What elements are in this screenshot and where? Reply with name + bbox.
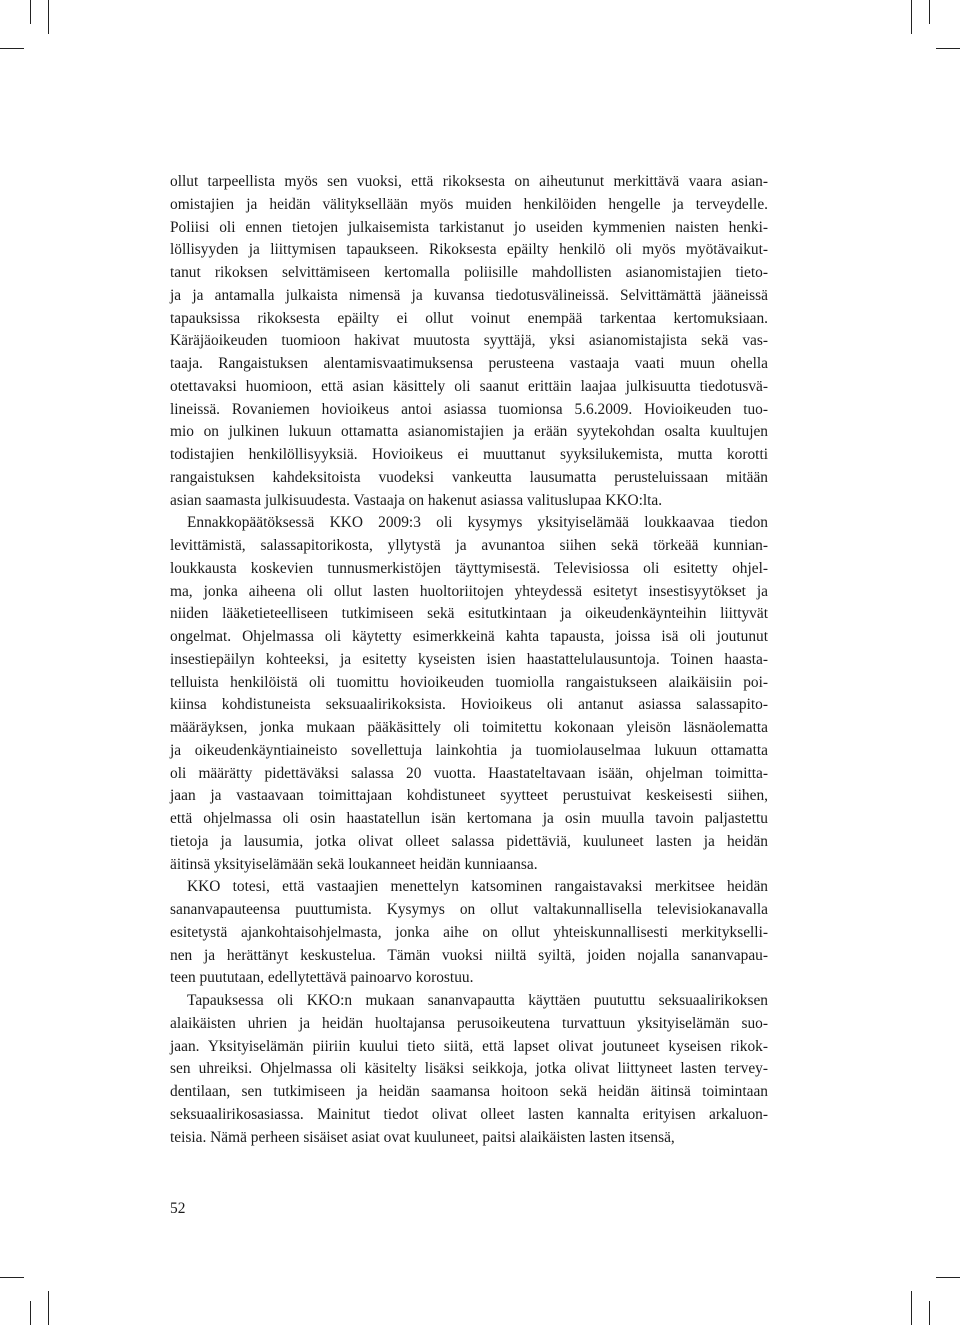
text-line: sananvapauteensa puuttumista. Kysymys on ollut valtakunnallisella televisiokanavalla — [170, 901, 768, 918]
body-text — [170, 171, 768, 1149]
text-line: määräyksen, jonka mukaan pääkäsittely oli toimitettu kokonaan yleisön läsnäolematta — [170, 719, 768, 736]
paragraph — [170, 990, 768, 1149]
paragraph — [170, 876, 768, 990]
text-line: levittämistä, salassapitorikosta, yllytystä ja avunantoa siihen sekä törkeää kunnian- — [170, 537, 768, 554]
crop-mark — [0, 48, 24, 49]
crop-mark — [30, 0, 31, 24]
text-line: oli määrätty pidettäväksi salassa 20 vuotta. Haastateltavaan isään, ohjelman toimitta- — [170, 764, 768, 782]
text-line: seksuaalirikosasiassa. Mainitut tiedot olivat olleet lasten kannalta erityisen arkaluon- — [170, 1105, 768, 1123]
paragraph — [170, 171, 768, 512]
text-line: Tapauksessa oli KKO:n mukaan sananvapautta käyttäen puututtu seksuaalirikoksen — [187, 992, 768, 1009]
text-line: rangaistuksen kahdeksitoista vuodeksi vankeutta lausumatta perusteluissaan mitään — [170, 468, 768, 486]
text-line: todistajien henkilöllisyyksiä. Hovioikeus ei muuttanut syyksilukemista, mutta korotti — [170, 446, 768, 463]
text-line: alaikäisten uhrien ja heidän huoltajansa perusoikeutena turvattuun yksityiselämän suo- — [170, 1014, 768, 1032]
text-line: insestiepäilyn kohteeksi, ja esitetty kyseisten isien haastattelulausuntoja. Toinen haasta- — [170, 650, 768, 668]
text-line: jaan ja vastaavaan toimittajaan kohdistuneet syytteet perustuivat keskeisesti siihen, — [170, 787, 768, 805]
crop-mark — [911, 1291, 912, 1325]
text-line: teisia. Nämä perheen sisäiset asiat ovat kuuluneet, paitsi alaikäisten lasten itsensä, — [170, 1128, 675, 1146]
text-line: ja oikeudenkäyntiaineisto sovellettuja lainkohtia ja tuomiolauselmaa lukuun ottamatta — [170, 741, 768, 759]
text-line: ongelmat. Ohjelmassa oli käytetty esimerkkeinä kahta tapausta, joissa isä oli joutunut — [170, 628, 768, 645]
text-line: otettavaksi huomioon, että asian käsittely oli saanut erittäin laajaa julkisuutta tiedotusvä- — [170, 377, 768, 395]
crop-mark — [0, 1277, 24, 1278]
text-line: Käräjäoikeuden tuomioon hakivat muutosta syyttäjä, yksi asianomistajista sekä vas- — [170, 332, 768, 350]
text-line: dentilaan, sen tutkimiseen ja heidän saamansa hoitoon sekä heidän äitinsä toimintaan — [170, 1083, 768, 1100]
text-line: Ennakkopäätöksessä KKO 2009:3 oli kysymys yksityiselämää loukkaavaa tiedon — [187, 514, 768, 532]
text-line: sen uhreiksi. Ohjelmassa oli käsitelty lisäksi seikkoja, jotka olivat liittyneet lasten tervey- — [170, 1060, 768, 1078]
text-line: nen ja herättänyt keskustelua. Tämän vuoksi niiltä syiltä, joiden nojalla sananvapau- — [170, 946, 768, 964]
text-line: taaja. Rangaistuksen alentamisvaatimuksensa perusteena vastaaja vaati muun ohella — [170, 355, 768, 372]
crop-mark — [911, 0, 912, 34]
paragraph — [170, 512, 768, 876]
crop-mark — [48, 1291, 49, 1325]
page-number: 52 — [170, 1200, 186, 1217]
crop-mark — [936, 1277, 960, 1278]
text-line: ollut tarpeellista myös sen vuoksi, että rikoksesta on aiheutunut merkittävä vaara asian- — [170, 173, 768, 190]
text-line: että ohjelmassa oli osin haastatellun isän kertomana ja osin muulla tavoin paljastettu — [170, 810, 768, 827]
text-line: telluista henkilöistä oli tuomittu hovioikeuden tuomiolla rangaistukseen alaikäisiin poi- — [170, 673, 768, 691]
text-line: omistajien ja heidän välityksellään myös muiden henkilöiden hengelle ja terveydelle. — [170, 195, 768, 213]
text-line: loukkausta koskevien tunnusmerkistöjen täyttymisestä. Televisiossa oli esitetty ohjel- — [170, 559, 768, 577]
text-line: tietoja ja lausumia, jotka olivat olleet salassa pidettäviä, kuuluneet lasten ja heidän — [170, 832, 768, 850]
crop-mark — [936, 48, 960, 49]
text-line: KKO totesi, että vastaajien menettelyn katsominen rangaistavaksi merkitsee heidän — [187, 878, 768, 896]
text-line: jaan. Yksityiselämän piiriin kuului tieto siitä, että lapset olivat joutuneet kyseisen rikok- — [170, 1037, 768, 1055]
text-line: ja ja antamalla julkaista nimensä ja kuvansa tiedotusvälineissä. Selvittämättä jääneissä — [170, 286, 768, 304]
text-line: tapauksissa rikoksesta epäilty ei ollut voinut enempää tarkentaa kertomuksiaan. — [170, 309, 768, 327]
text-line: Poliisi oli ennen tietojen julkaisemista tarkistanut jo useiden kymmenien naisten henki- — [170, 218, 768, 236]
text-line: löllisyyden ja liittymisen tapaukseen. Rikoksesta epäilty henkilö oli myös myötävaikut- — [170, 241, 768, 259]
text-line: äitinsä yksityiselämään sekä loukanneet heidän kunniaansa. — [170, 855, 538, 873]
crop-mark — [929, 1301, 930, 1325]
text-line: teen puututaan, edellytettävä painoarvo korostuu. — [170, 969, 474, 987]
text-line: ma, jonka aiheena oli ollut lasten huoltoriitojen yhteydessä esitetyt insestisyytökset ja — [170, 582, 768, 600]
text-line: esitetystä ajankohtaisohjelmasta, jonka aihe on ollut yhteiskunnallisesti merkitykselli- — [170, 923, 768, 941]
text-line: lineissä. Rovaniemen hovioikeus antoi asiassa tuomionsa 5.6.2009. Hovioikeuden tuo- — [170, 400, 768, 418]
crop-mark — [48, 0, 49, 34]
text-line: mio on julkinen lukuun ottamatta asianomistajien ja erään syytekohdan osalta kuultujen — [170, 423, 768, 441]
text-line: kiinsa kohdistuneista seksuaalirikoksista. Hovioikeus oli antanut asiassa salassapito- — [170, 696, 768, 714]
text-line: tanut rikoksen selvittämiseen kertomalla poliisille mahdollisten asianomistajien tieto- — [170, 264, 768, 281]
text-line: niiden lääketieteelliseen tutkimiseen sekä esitutkintaan ja oikeudenkäynteihin liittyvät — [170, 605, 768, 623]
text-line: asian saamasta julkisuudesta. Vastaaja on hakenut asiassa valituslupaa KKO:lta. — [170, 491, 663, 509]
crop-mark — [30, 1301, 31, 1325]
crop-mark — [929, 0, 930, 24]
